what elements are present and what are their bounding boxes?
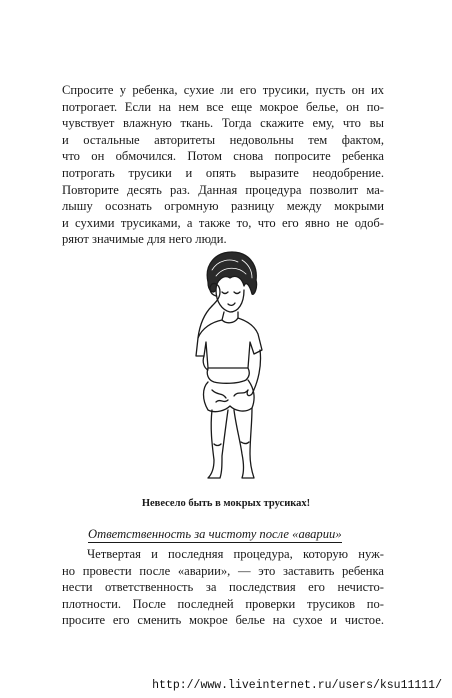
text-line: Четвертая и последняя процедура, которую нуж- (87, 547, 384, 561)
child-shirt (196, 312, 262, 368)
child-left-leg (208, 410, 228, 478)
text-line: лышу осознать огромную разницу между мокрыми (62, 199, 384, 214)
text-line: Повторите десять раз. Данная процедура позволит ма- (62, 182, 384, 197)
text-line: потрогать трусики и опять выразите неодобрение. (62, 165, 384, 180)
source-url: http://www.liveinternet.ru/users/ksu11111/ (152, 679, 442, 692)
text-line: Спросите у ребенка, сухие ли его трусики, пусть он их (62, 83, 384, 97)
body-paragraph (62, 82, 384, 248)
wet-shorts (204, 380, 255, 412)
heading-underline (88, 542, 342, 543)
text-line: потрогает. Если на нем все еще мокрое белье, он по- (62, 99, 384, 114)
figure-caption: Невесело быть в мокрых трусиках! (141, 498, 311, 509)
section-paragraph (62, 546, 384, 629)
child-hair (207, 252, 256, 294)
text-line: нести ответственность за последствия его нечисто- (62, 580, 384, 595)
text-line: что он обмочился. Потом снова попросите ребенка (62, 149, 384, 164)
text-line: плотности. После последней проверки трусиков по- (62, 596, 384, 611)
text-line: и сухими трусиками, а также то, что его явно не одоб- (62, 215, 384, 230)
child-belly (207, 368, 249, 383)
crying-child-illustration (186, 250, 272, 486)
text-line: просите его сменить мокрое белье на сухое и чистое. (62, 613, 384, 628)
text-line: но провести после «аварии», — это заставить ребенка (62, 563, 384, 578)
text-line: и остальные авторитеты недовольны тем фактом, (62, 132, 384, 147)
text-line: чувствует влажную ткань. Тогда скажите ему, что вы (62, 116, 384, 131)
section-heading: Ответственность за чистоту после «аварии» (88, 527, 342, 541)
text-line: ряют значимые для него люди. (62, 232, 227, 247)
